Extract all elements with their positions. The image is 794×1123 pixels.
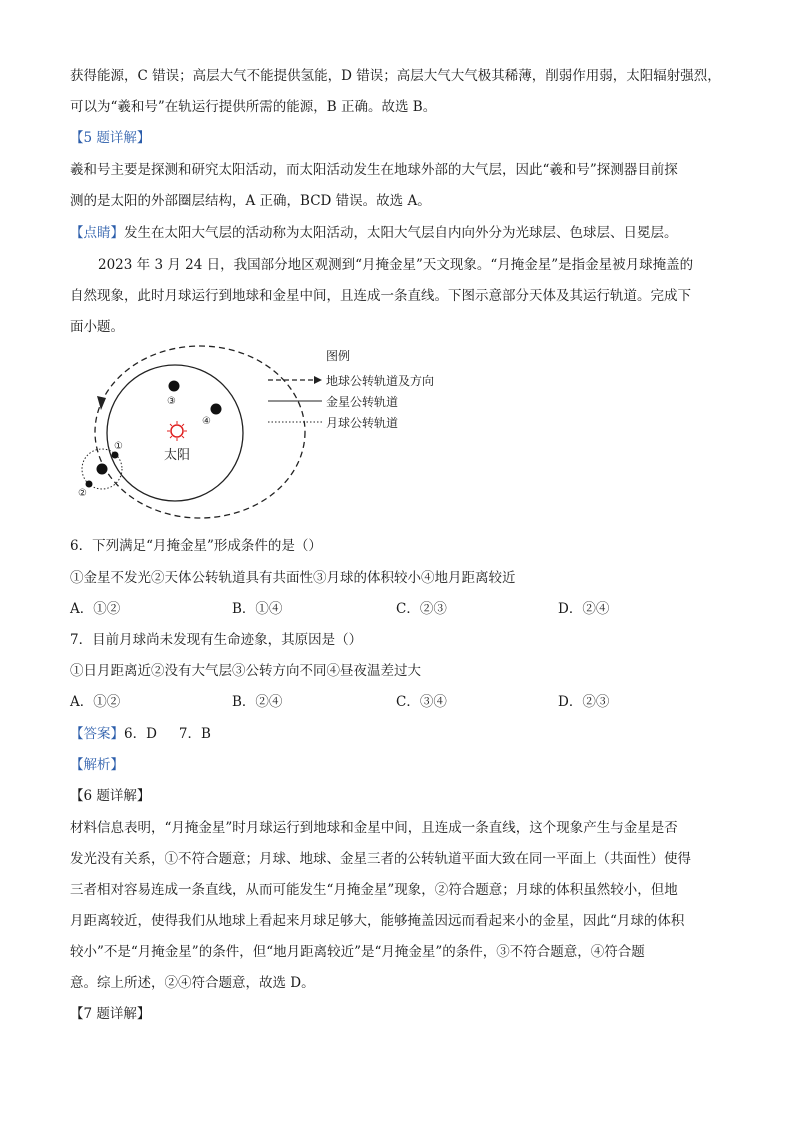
mark-4: ④ <box>202 416 211 427</box>
legend-item-earth-orbit: 地球公转轨道及方向 <box>326 374 435 388</box>
moon-position-1 <box>112 452 119 459</box>
legend-arrow-icon <box>314 376 322 384</box>
mark-2: ② <box>78 488 87 499</box>
tip-text: 发生在太阳大气层的活动称为太阳活动，太阳大气层自内向外分为光球层、色球层、日冕层。 <box>124 225 678 241</box>
orbit-arrow-icon <box>97 396 106 410</box>
question-6-option-a: A．①② <box>70 601 121 617</box>
text-line: 2023 年 3 月 24 日，我国部分地区观测到“月掩金星”天文现象。“月掩金星”是指金星被月球掩盖的 <box>98 257 694 273</box>
answer-line <box>70 724 211 744</box>
venus-position-3 <box>169 381 180 392</box>
text-line: 三者相对容易连成一条直线，从而可能发生“月掩金星”现象，②符合题意；月球的体积虽然较小，但地 <box>70 882 678 898</box>
legend-item-moon-orbit: 月球公转轨道 <box>326 416 399 430</box>
earth-icon <box>97 464 108 475</box>
text-line: 面小题。 <box>70 319 124 335</box>
question-6-option-b: B．①④ <box>232 601 283 617</box>
text-line: 较小”不是“月掩金星”的条件，但“地月距离较近”是“月掩金星”的条件，③不符合题意，④符合题 <box>70 944 645 960</box>
question-6-option-d: D．②④ <box>558 601 610 617</box>
mark-1: ① <box>114 441 123 452</box>
text-line: 羲和号主要是探测和研究太阳活动，而太阳活动发生在地球外部的大气层，因此“羲和号”探测器目前探 <box>70 162 678 178</box>
question-7-stem: 7．目前月球尚未发现有生命迹象，其原因是（） <box>70 632 363 648</box>
section-heading-q7: 【7 题详解】 <box>70 1006 151 1022</box>
mark-3: ③ <box>167 396 176 407</box>
orbit-diagram <box>70 338 490 528</box>
text-line: 可以为“羲和号”在轨运行提供所需的能源，B 正确。故选 B。 <box>70 99 437 115</box>
question-6-items: ①金星不发光②天体公转轨道具有共面性③月球的体积较小④地月距离较近 <box>70 570 516 586</box>
tip-label: 【点睛】 <box>70 225 124 241</box>
section-heading-q6: 【6 题详解】 <box>70 788 151 804</box>
question-7-option-d: D．②③ <box>558 694 610 710</box>
question-7-items: ①日月距离近②没有大气层③公转方向不同④昼夜温差过大 <box>70 663 421 679</box>
answer-label: 【答案】 <box>70 726 124 742</box>
question-7-option-b: B．②④ <box>232 694 283 710</box>
venus-position-4 <box>211 404 222 415</box>
answer-6: 6．D <box>124 726 157 742</box>
sun-icon <box>167 421 187 441</box>
section-heading-q5: 【5 题详解】 <box>70 130 151 146</box>
tip-line <box>70 223 678 243</box>
question-7-option-a: A．①② <box>70 694 121 710</box>
moon-position-2 <box>86 481 93 488</box>
text-line: 自然现象，此时月球运行到地球和金星中间，且连成一条直线。下图示意部分天体及其运行轨道。完成下 <box>70 288 691 304</box>
text-line: 获得能源，C 错误；高层大气不能提供氢能，D 错误；高层大气大气极其稀薄，削弱作用弱，太阳辐射强烈， <box>70 68 721 84</box>
earth-orbit-ellipse <box>95 346 305 518</box>
text-line: 测的是太阳的外部圈层结构，A 正确，BCD 错误。故选 A。 <box>70 193 431 209</box>
question-6-stem: 6．下列满足“月掩金星”形成条件的是（） <box>70 538 322 554</box>
text-line: 意。综上所述，②④符合题意，故选 D。 <box>70 975 315 991</box>
sun-label: 太阳 <box>164 448 191 463</box>
legend-item-venus-orbit: 金星公转轨道 <box>326 395 399 409</box>
text-line: 月距离较近，使得我们从地球上看起来月球足够大，能够掩盖因远而看起来小的金星，因此“月球的体积 <box>70 913 685 929</box>
analysis-label: 【解析】 <box>70 757 124 773</box>
text-line: 材料信息表明，“月掩金星”时月球运行到地球和金星中间，且连成一条直线，这个现象产生与金星是否 <box>70 820 678 836</box>
question-6-option-c: C．②③ <box>396 601 447 617</box>
answer-7: 7．B <box>178 726 211 742</box>
text-line: 发光没有关系，①不符合题意；月球、地球、金星三者的公转轨道平面大致在同一平面上（共面性）使得 <box>70 851 691 867</box>
question-7-option-c: C．③④ <box>396 694 447 710</box>
legend-title: 图例 <box>326 349 351 363</box>
